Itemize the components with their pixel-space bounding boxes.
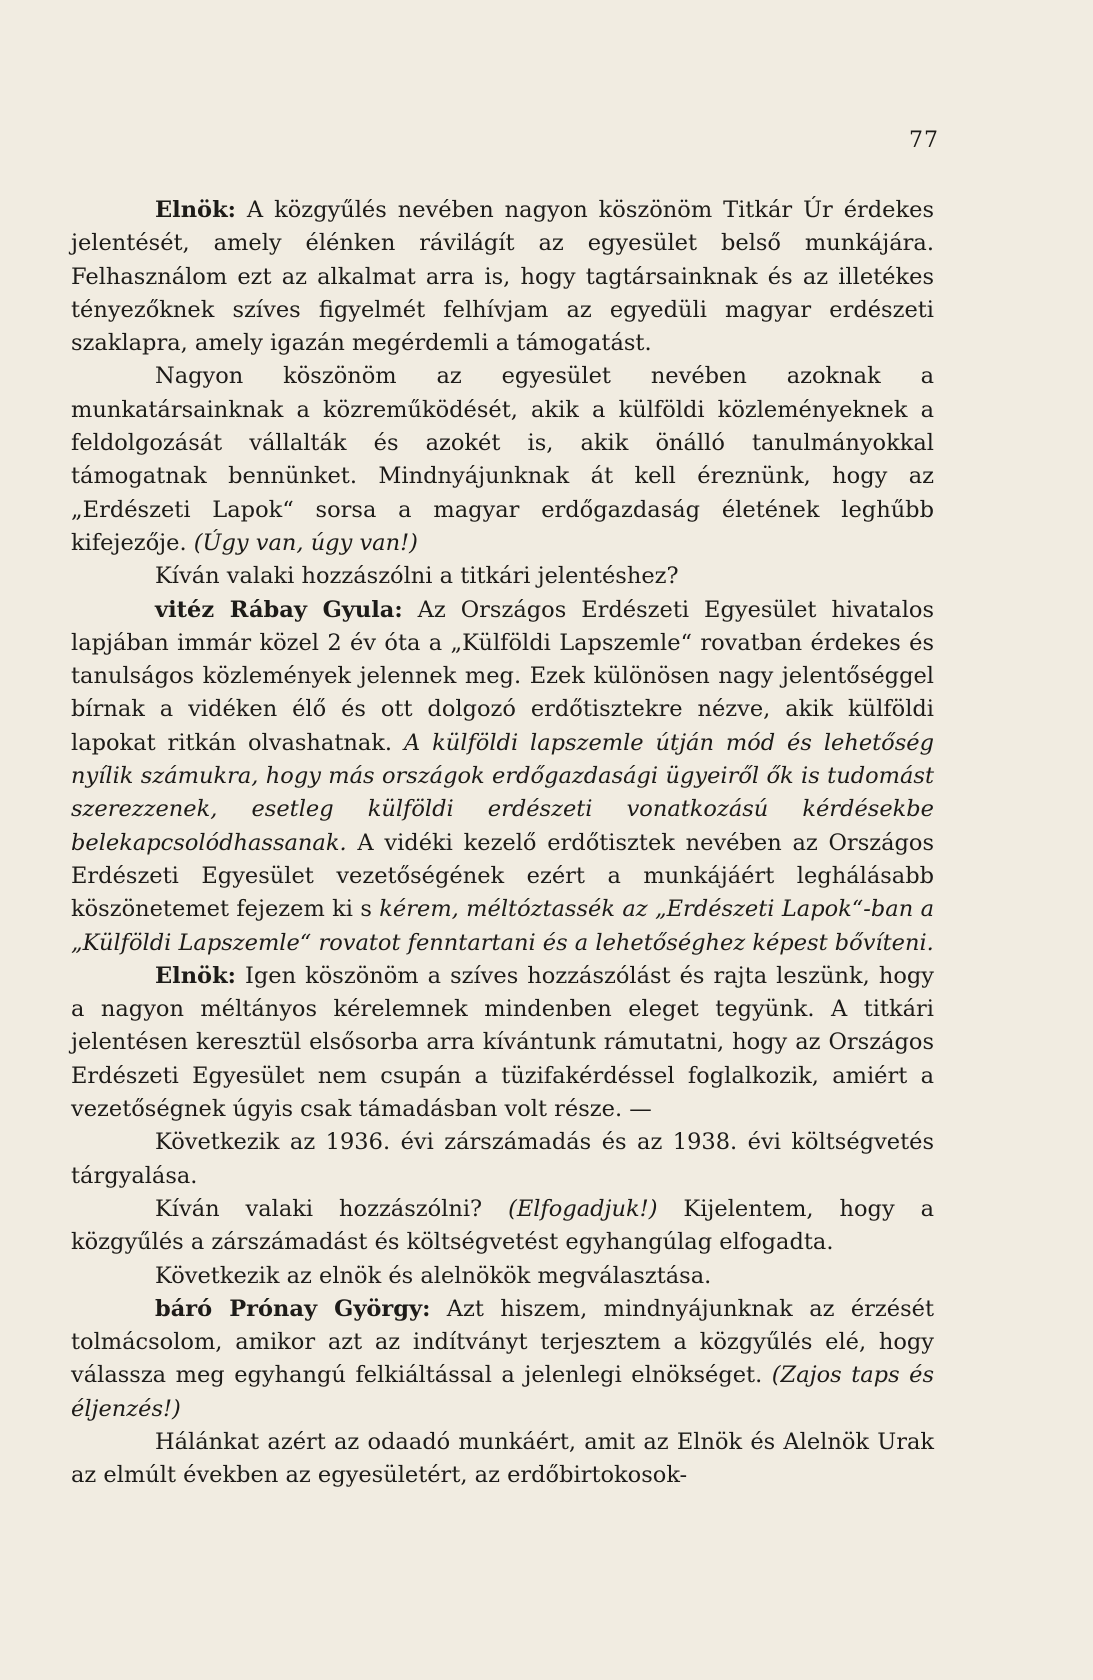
paragraph-2 — [71, 360, 934, 560]
paragraph-4 — [71, 594, 934, 960]
paragraph-9 — [71, 1293, 934, 1426]
paragraph-text-continued: Kijelentem, hogy a közgyűlés a zárszámadást és költségvetést egyhangúlag elfogadta. — [71, 1195, 935, 1256]
paragraph-text: Kíván valaki hozzászólni? — [155, 1195, 483, 1222]
body-text — [71, 194, 934, 1493]
interjection-text: (Úgy van, úgy van!) — [193, 529, 418, 556]
speaker-name: vitéz Rábay Gyula: — [155, 596, 403, 623]
paragraph-text: Azt hiszem, mindnyájunknak az érzését tolmácsolom, amikor azt az indítványt terjesztem a közgyűlés elé, hogy válassza meg egyhangú felkiáltással a jelenlegi elnökséget. — [71, 1295, 935, 1389]
paragraph-5 — [71, 960, 934, 1126]
paragraph-text: Kíván valaki hozzászólni a titkári jelentéshez? — [155, 563, 679, 590]
paragraph-7 — [71, 1193, 934, 1260]
speaker-name: báró Prónay György: — [155, 1295, 431, 1322]
paragraph-text: A közgyűlés nevében nagyon köszönöm Titkár Úr érdekes jelentését, amely élénken rávilágít az egyesület belső munkájára. Felhasználom ezt az alkalmat arra is, hogy tagtársainknak és az illetékes tényezőknek szíves figyelmét felhívjam az egyedüli magyar erdészeti szaklapra, amely igazán megérdemli a támogatást. — [71, 197, 934, 357]
italic-text: A külföldi lapszemle útján mód és lehetőség nyílik számukra, hogy más országok erdőgazdasági ügyeiről ők is tudomást szerezzenek, esetleg külföldi erdészeti vonatkozású kérdésekbe belekapcsolódhassanak. — [71, 729, 934, 856]
paragraph-text: Az Országos Erdészeti Egyesület hivatalos lapjában immár közel 2 év óta a „Külföldi Lapszemle“ rovatban érdekes és tanulságos közlemények jelennek meg. Ezek különösen nagy jelentőséggel bírnak a vidéken élő és ott dolgozó erdőtisztekre nézve, akik külföldi lapokat ritkán olvashatnak. — [71, 596, 935, 756]
paragraph-3 — [71, 560, 934, 593]
interjection-text: (Zajos taps és éljenzés!) — [71, 1362, 934, 1422]
page-number: 77 — [909, 128, 939, 153]
paragraph-text: Igen köszönöm a szíves hozzászólást és rajta leszünk, hogy a nagyon méltányos kérelemnek mindenben eleget tegyünk. A titkári jelentésen keresztül elsősorba arra kívántunk rámutatni, hogy az Országos Erdészeti Egyesület nem csupán a tüzifakérdéssel foglalkozik, amiért a vezetőségnek úgyis csak támadásban volt része. — — [71, 962, 934, 1123]
speaker-name: Elnök: — [155, 962, 236, 989]
paragraph-6 — [71, 1126, 934, 1193]
paragraph-text: Nagyon köszönöm az egyesület nevében azoknak a munkatársainknak a közreműködését, akik a külföldi közleményeknek a feldolgozását vállalták és azokét is, akik önálló tanulmányokkal támogatnak bennünket. Mindnyájunknak át kell éreznünk, hogy az „Erdészeti Lapok“ sorsa a magyar erdőgazdaság életének leghűbb kifejezője. — [71, 363, 934, 556]
paragraph-text: Következik az 1936. évi zárszámadás és az 1938. évi költségvetés tárgyalása. — [71, 1129, 934, 1189]
paragraph-text: Hálánkat azért az odaadó munkáért, amit az Elnök és Alelnök Urak az elmúlt években az egyesületért, az erdőbirtokosok- — [71, 1428, 934, 1489]
italic-text-end: kérem, méltóztassék az „Erdészeti Lapok“-ban a „Külföldi Lapszemle“ rovatot fenntartani és a lehetőséghez képest bővíteni. — [71, 896, 934, 956]
speaker-name: Elnök: — [155, 197, 236, 223]
paragraph-8 — [71, 1260, 934, 1293]
paragraph-10 — [71, 1426, 934, 1493]
paragraph-text-continued: A vidéki kezelő erdőtisztek nevében az Országos Erdészeti Egyesület vezetőségének ezért a munkájáért leghálásabb köszönetemet fejezem ki s — [71, 829, 934, 923]
paragraph-1 — [71, 194, 934, 360]
interjection-text: (Elfogadjuk!) — [508, 1195, 658, 1222]
paragraph-text: Következik az elnök és alelnökök megválasztása. — [155, 1262, 712, 1289]
